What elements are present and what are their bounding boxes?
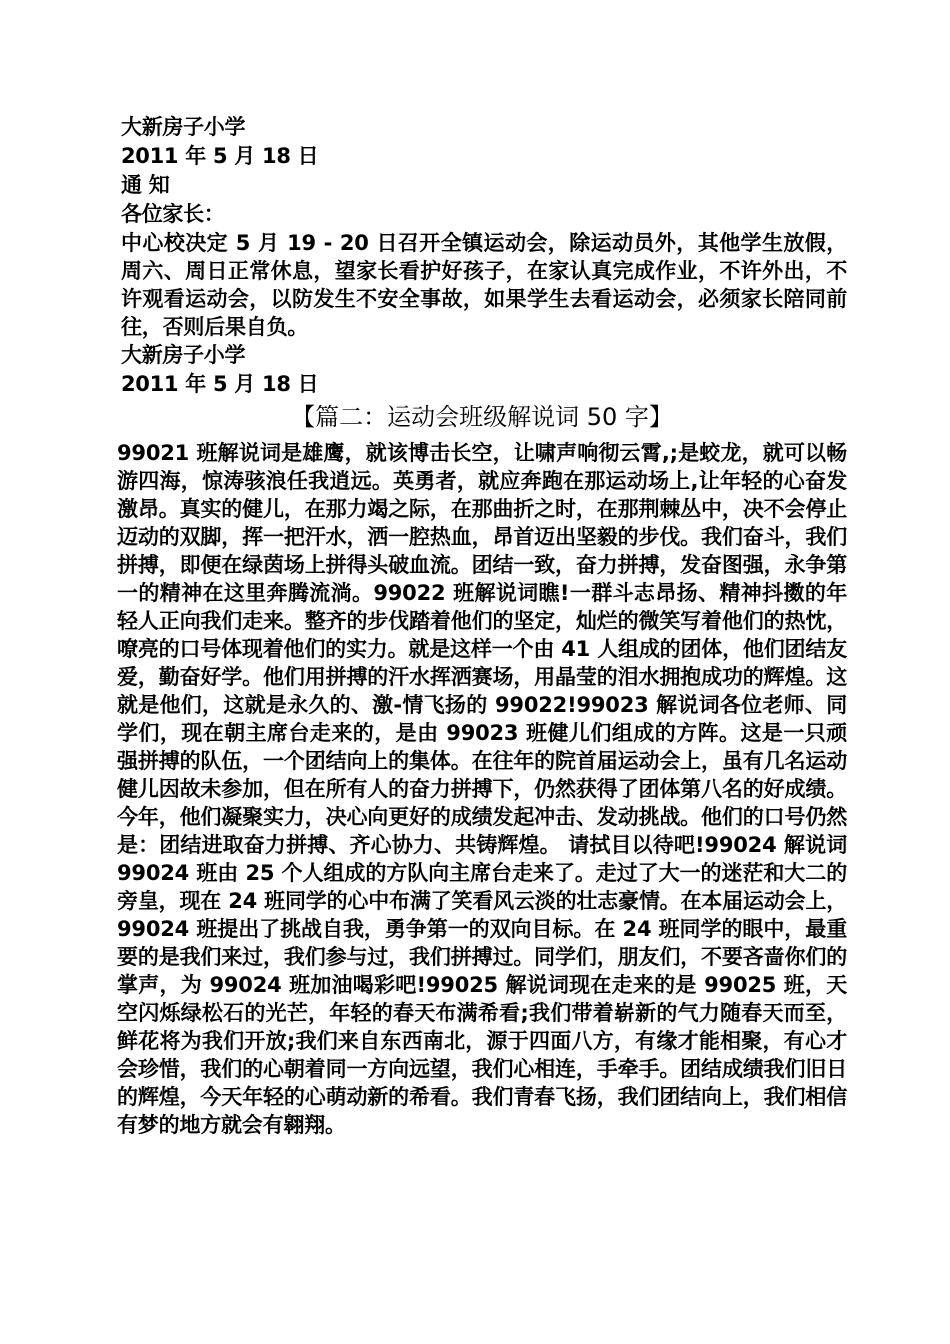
notice-body: 中心校决定 5 月 19 - 20 日召开全镇运动会，除运动员外，其他学生放假，周六、周日正常休息，望家长看护好孩子，在家认真完成作业，不许外出，不许观看运动会，以防发生不安全事故，如果学生去看运动会，必须家长陪同前往，否则后果自负。 — [121, 231, 847, 339]
section-two-body: 99021 班解说词是雄鹰，就该博击长空，让啸声响彻云霄,;是蛟龙，就可以畅游四海，惊涛骇浪任我逍远。英勇者，就应奔跑在那运动场上,让年轻的心奋发激昂。真实的健儿，在那力竭之际，在那曲折之时，在那荆棘丛中，决不会停止迈动的双脚，挥一把汗水，洒一腔热血，昂首迈出坚毅的步伐。我们奋斗，我们拼搏，即便在绿茵场上拼得头破血流。团结一致，奋力拼搏，发奋图强，永争第一的精神在这里奔腾流淌。99022 班解说词瞧!一群斗志昂扬、精神抖擞的年轻人正向我们走来。整齐的步伐踏着他们的坚定，灿烂的微笑写着他们的热忱，嘹亮的口号体现着他们的实力。就是这样一个由 41 人组成的团体，他们团结友爱，勤奋好学。他们用拼搏的汗水挥洒赛场，用晶莹的泪水拥抱成功的辉煌。这就是他们，这就是永久的、激-情飞扬的 99022!99023 解说词各位老师、同学们，现在朝主席台走来的，是由 99023 班健儿们组成的方阵。这是一只顽强拼搏的队伍，一个团结向上的集体。在往年的院首届运动会上，虽有几名运动健儿因故未参加，但在所有人的奋力拼搏下，仍然获得了团体第八名的好成绩。今年，他们凝聚实力，决心向更好的成绩发起冲击、发动挑战。他们的口号仍然是：团结进取奋力拼搏、齐心协力、共铸辉煌。 请拭目以待吧!99024 解说词 99024 班由 25 个人组成的方队向主席台走来了。走过了大一的迷茫和大二的旁皇，现在 24 班同学的心中布满了笑看风云淡的壮志豪情。在本届运动会上，99024 班提出了挑战自我，勇争第一的双向目标。在 24 班同学的眼中，最重要的是我们来过，我们参与过，我们拼搏过。同学们，朋友们，不要吝啬你们的掌声，为 99024 班加油喝彩吧!99025 解说词现在走来的是 99025 班，天空闪烁绿松石的光芒，年轻的春天布满希看;我们带着崭新的气力随春天而至，鲜花将为我们开放;我们来自东西南北，源于四面八方，有缘才能相聚，有心才会珍惜，我们的心朝着同一方向远望，我们心相连，手牵手。团结成绩我们旧日的辉煌，今天年轻的心萌动新的希看。我们青春飞扬，我们团结向上，我们相信有梦的地方就会有翱翔。 — [117, 441, 847, 1137]
notice-salutation: 各位家长： — [121, 202, 225, 226]
signature-school: 大新房子小学 — [121, 343, 246, 367]
section-two-title: 【篇二：运动会班级解说词 50 字】 — [291, 403, 673, 431]
document-page — [117, 113, 847, 1139]
notice-date: 2011 年 5 月 18 日 — [121, 144, 319, 168]
school-name: 大新房子小学 — [121, 115, 246, 139]
notice-title: 通 知 — [121, 173, 170, 197]
signature-date: 2011 年 5 月 18 日 — [121, 372, 319, 396]
